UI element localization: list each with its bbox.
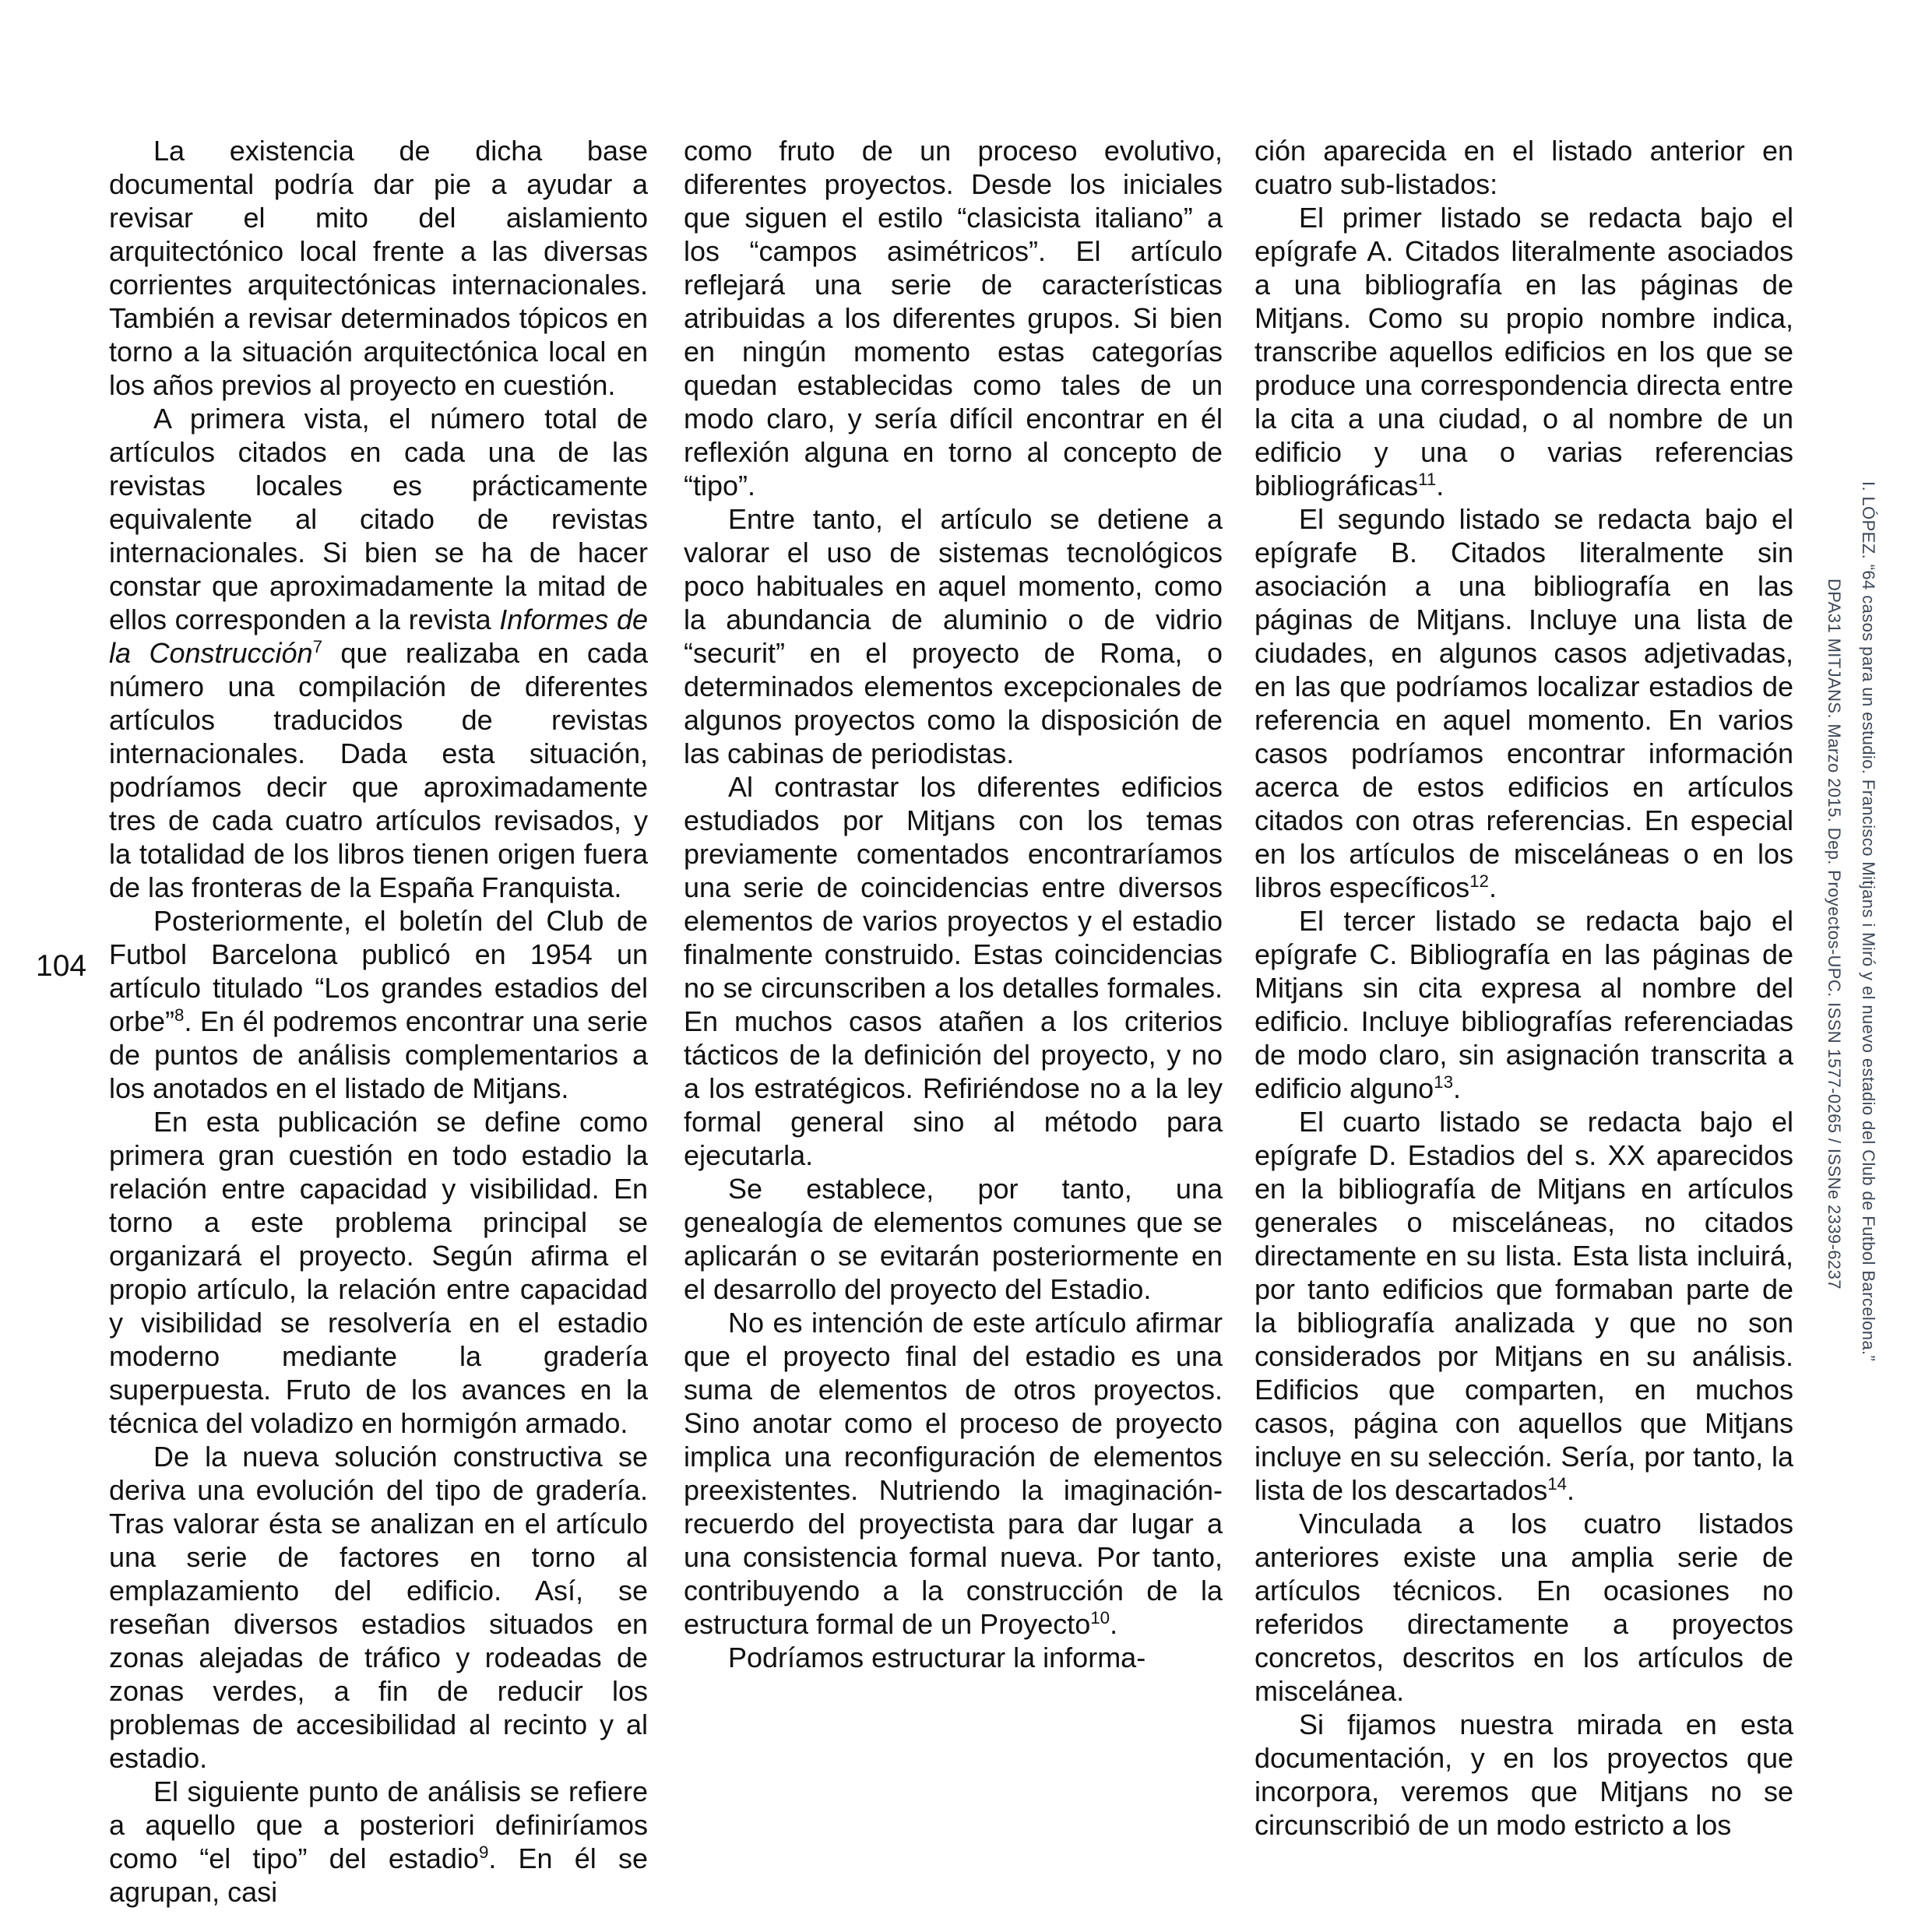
citation-sidebar-line-1: I. LÓPEZ. “64 casos para un estudio. Francisco Mitjans i Miró y el nuevo estadio del Club de Futbol Barcelona.” bbox=[1859, 481, 1878, 1362]
paragraph: El tercer listado se redacta bajo el epígrafe C. Bibliografía en las páginas de Mitjans sin cita expresa al nombre del edificio. Incluye bibliografías referenciadas de modo claro, sin asignación transcrita a edificio alguno$^{13}$. bbox=[1255, 905, 1793, 1104]
paragraph: De la nueva solución constructiva se deriva una evolución del tipo de gradería. Tras valorar ésta se analizan en el artículo una serie de factores en torno al emplazamiento del edificio. Así, se reseñan diversos estadios situados en zonas alejadas de tráfico y rodeadas de zonas verdes, a fin de reducir los problemas de accesibilidad al recinto y al estadio. bbox=[109, 1441, 648, 1774]
paragraph: El siguiente punto de análisis se refiere a aquello que a posteriori definiríamos como “el tipo” del estadio$^9$. En él se agrupan, casi bbox=[109, 1775, 648, 1908]
paragraph: ción aparecida en el listado anterior en cuatro sub-listados: bbox=[1255, 135, 1793, 200]
paragraph: No es intención de este artículo afirmar que el proyecto final del estadio es una suma de elementos de otros proyectos. Sino anotar como el proceso de proyecto implica una reconfiguración de elementos preexistentes. Nutriendo la imaginación-recuerdo del proyectista para dar lugar a una consistencia formal nueva. Por tanto, contribuyendo a la construcción de la estructura formal de un Proyecto$^{10}$. bbox=[684, 1307, 1223, 1640]
paragraph: El primer listado se redacta bajo el epígrafe A. Citados literalmente asociados a una bibliografía en las páginas de Mitjans. Como su propio nombre indica, transcribe aquellos edificios en los que se produce una correspondencia directa entre la cita a una ciudad, o al nombre de un edificio y una o varias referencias bibliográficas$^{11}$. bbox=[1255, 202, 1793, 501]
paragraph: Si fijamos nuestra mirada en esta documentación, y en los proyectos que incorpora, veremos que Mitjans no se circunscribió de un modo estricto a los bbox=[1255, 1709, 1793, 1841]
paragraph: Podríamos estructurar la informa- bbox=[728, 1642, 1146, 1673]
paragraph: Vinculada a los cuatro listados anteriores existe una amplia serie de artículos técnicos. En ocasiones no referidos directamente a proyectos concretos, descritos en los artículos de miscelánea. bbox=[1255, 1508, 1793, 1707]
citation-sidebar-line-2: DPA31 MITJANS. Marzo 2015. Dep. Proyectos-UPC. ISSN 1577-0265 / ISSNe 2339-6237 bbox=[1825, 579, 1844, 1290]
paragraph: La existencia de dicha base documental podría dar pie a ayudar a revisar el mito del aislamiento arquitectónico local frente a las diversas corrientes arquitectónicas internacionales. También a revisar determinados tópicos en torno a la situación arquitectónica local en los años previos al proyecto en cuestión. bbox=[109, 135, 648, 401]
paragraph: como fruto de un proceso evolutivo, diferentes proyectos. Desde los iniciales que siguen el estilo “clasicista italiano” a los “campos asimétricos”. El artículo reflejará una serie de características atribuidas a los diferentes grupos. Si bien en ningún momento estas categorías quedan establecidas como tales de un modo claro, y sería difícil encontrar en él reflexión alguna en torno al concepto de “tipo”. bbox=[684, 135, 1223, 501]
text-column-1 bbox=[109, 134, 648, 1909]
paragraph: Posteriormente, el boletín del Club de Futbol Barcelona publicó en 1954 un artículo titulado “Los grandes estadios del orbe”$^8$. En él podremos encontrar una serie de puntos de análisis complementarios a los anotados en el listado de Mitjans. bbox=[109, 905, 648, 1104]
paragraph: A primera vista, el número total de artículos citados en cada una de las revistas locales es prácticamente equivalente al citado de revistas internacionales. Si bien se ha de hacer constar que aproximadamente la mitad de ellos corresponden a la revista Informes de la Construcción$^7$ que realizaba en cada número una compilación de diferentes artículos traducidos de revistas internacionales. Dada esta situación, podríamos decir que aproximadamente tres de cada cuatro artículos revisados, y la totalidad de los libros tienen origen fuera de las fronteras de la España Franquista. bbox=[109, 403, 648, 903]
text-column-2 bbox=[684, 134, 1223, 1674]
text-column-3 bbox=[1255, 134, 1793, 1842]
paragraph: En esta publicación se define como primera gran cuestión en todo estadio la relación entre capacidad y visibilidad. En torno a este problema principal se organizará el proyecto. Según afirma el propio artículo, la relación entre capacidad y visibilidad se resolvería en el estadio moderno mediante la gradería superpuesta. Fruto de los avances en la técnica del voladizo en hormigón armado. bbox=[109, 1106, 648, 1439]
paragraph: Se establece, por tanto, una genealogía de elementos comunes que se aplicarán o se evitarán posteriormente en el desarrollo del proyecto del Estadio. bbox=[684, 1173, 1223, 1305]
paragraph: Entre tanto, el artículo se detiene a valorar el uso de sistemas tecnológicos poco habituales en aquel momento, como la abundancia de aluminio o de vidrio “securit” en el proyecto de Roma, o determinados elementos excepcionales de algunos proyectos como la disposición de las cabinas de periodistas. bbox=[684, 503, 1223, 769]
paragraph: El segundo listado se redacta bajo el epígrafe B. Citados literalmente sin asociación a una bibliografía en las páginas de Mitjans. Incluye una lista de ciudades, en algunos casos adjetivadas, en las que podríamos localizar estadios de referencia en aquel momento. En varios casos podríamos encontrar información acerca de estos edificios en artículos citados con otras referencias. En especial en los artículos de misceláneas o en los libros específicos$^{12}$. bbox=[1255, 503, 1793, 903]
page-number: 104 bbox=[36, 949, 87, 983]
paragraph: Al contrastar los diferentes edificios estudiados por Mitjans con los temas previamente comentados encontraríamos una serie de coincidencias entre diversos elementos de varios proyectos y el estadio finalmente construido. Estas coincidencias no se circunscriben a los detalles formales. En muchos casos atañen a los criterios tácticos de la definición del proyecto, y no a los estratégicos. Refiriéndose no a la ley formal general sino al método para ejecutarla. bbox=[684, 771, 1223, 1171]
paragraph: El cuarto listado se redacta bajo el epígrafe D. Estadios del s. XX aparecidos en la bibliografía de Mitjans en artículos generales o misceláneas, no citados directamente en su lista. Esta lista incluirá, por tanto edificios que formaban parte de la bibliografía analizada y que no son considerados por Mitjans en su análisis. Edificios que comparten, en muchos casos, página con aquellos que Mitjans incluye en su selección. Sería, por tanto, la lista de los descartados$^{14}$. bbox=[1255, 1106, 1793, 1506]
